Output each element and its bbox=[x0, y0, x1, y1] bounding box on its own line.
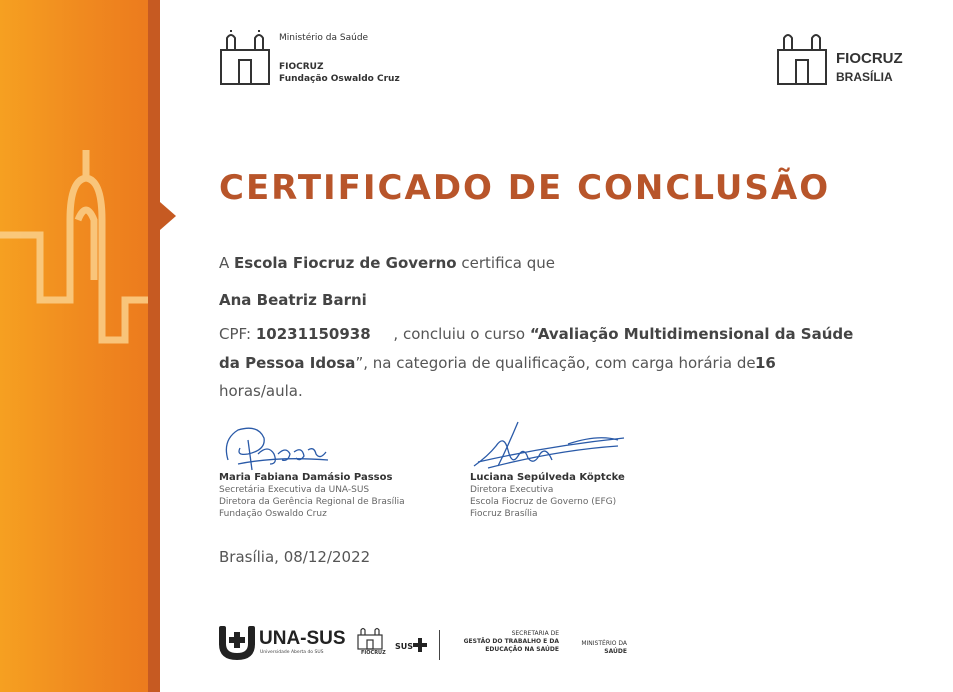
intro-line bbox=[219, 254, 555, 272]
fiocruz-ministry-logo bbox=[219, 30, 400, 90]
school-name: Escola Fiocruz de Governo bbox=[234, 254, 457, 272]
issue-date: Brasília, 08/12/2022 bbox=[219, 548, 371, 566]
intro-prefix: A bbox=[219, 254, 230, 272]
signature-2-name: Luciana Sepúlveda Köptcke bbox=[470, 472, 625, 483]
signature-2-image bbox=[468, 416, 628, 476]
cpf-label: CPF: bbox=[219, 325, 252, 343]
signature-1-name: Maria Fabiana Damásio Passos bbox=[219, 472, 393, 483]
signature-2-line: Fiocruz Brasília bbox=[470, 509, 538, 519]
after-cpf-text: , concluiu o curso bbox=[393, 325, 526, 343]
hours-unit: horas/aula. bbox=[219, 382, 303, 400]
unasus-emblem-icon bbox=[219, 626, 255, 660]
fiocruz-brasilia-logo bbox=[776, 28, 926, 88]
signature-2-block bbox=[470, 472, 625, 520]
certificate-title: CERTIFICADO DE CONCLUSÃO bbox=[219, 168, 831, 208]
org-full-label: Fundação Oswaldo Cruz bbox=[279, 74, 400, 84]
intro-suffix: certifica que bbox=[461, 254, 555, 272]
signature-2-line: Diretora Executiva bbox=[470, 485, 554, 495]
org-short-label: FIOCRUZ bbox=[279, 62, 324, 72]
unasus-subtitle: Universidade Aberta do SUS bbox=[260, 650, 324, 655]
footer-logos bbox=[219, 622, 639, 662]
castle-tower-outline-icon bbox=[0, 140, 148, 420]
ministerio-line: MINISTÉRIO DA bbox=[581, 640, 627, 647]
ministry-label: Ministério da Saúde bbox=[279, 33, 369, 43]
sus-cross-icon bbox=[413, 638, 427, 652]
right-logo-org: FIOCRUZ bbox=[836, 50, 903, 67]
signature-1-line: Secretária Executiva da UNA-SUS bbox=[219, 485, 370, 495]
signature-1-line: Diretora da Gerência Regional de Brasília bbox=[219, 497, 405, 507]
signature-1-image bbox=[218, 420, 338, 476]
course-name-part1: “Avaliação Multidimensional da Saúde bbox=[529, 325, 854, 343]
unasus-label: UNA-SUS bbox=[259, 628, 346, 649]
fiocruz-castle-icon bbox=[219, 30, 271, 86]
course-name-part2: da Pessoa Idosa bbox=[219, 354, 356, 372]
band-edge bbox=[148, 0, 160, 692]
ministerio-block bbox=[567, 640, 627, 656]
fiocruz-small-castle-icon bbox=[357, 626, 383, 650]
signature-2-line: Escola Fiocruz de Governo (EFG) bbox=[470, 497, 617, 507]
footer-separator bbox=[439, 630, 440, 660]
fiocruz-castle-icon bbox=[776, 28, 828, 86]
hours-value: 16 bbox=[755, 354, 776, 372]
signature-1-block bbox=[219, 472, 405, 520]
right-logo-unit: BRASÍLIA bbox=[836, 70, 893, 84]
cpf-value: 10231150938 bbox=[255, 325, 371, 343]
course-line bbox=[219, 354, 756, 372]
signature-1-line: Fundação Oswaldo Cruz bbox=[219, 509, 327, 519]
ministerio-line: SAÚDE bbox=[604, 648, 627, 655]
footer-fiocruz-label: FIOCRUZ bbox=[361, 650, 386, 656]
sus-label: SUS bbox=[395, 642, 414, 651]
secretaria-line: GESTÃO DO TRABALHO E DA bbox=[463, 638, 559, 645]
decorative-orange-band bbox=[0, 0, 148, 692]
recipient-name: Ana Beatriz Barni bbox=[219, 291, 367, 309]
secretaria-block bbox=[449, 630, 559, 654]
band-notch bbox=[160, 202, 176, 230]
cpf-line bbox=[219, 325, 853, 343]
secretaria-line: SECRETARIA DE bbox=[511, 630, 559, 637]
secretaria-line: EDUCAÇÃO NA SAÚDE bbox=[485, 646, 559, 653]
after-course-text: ”, na categoria de qualificação, com carga horária de bbox=[355, 354, 756, 372]
